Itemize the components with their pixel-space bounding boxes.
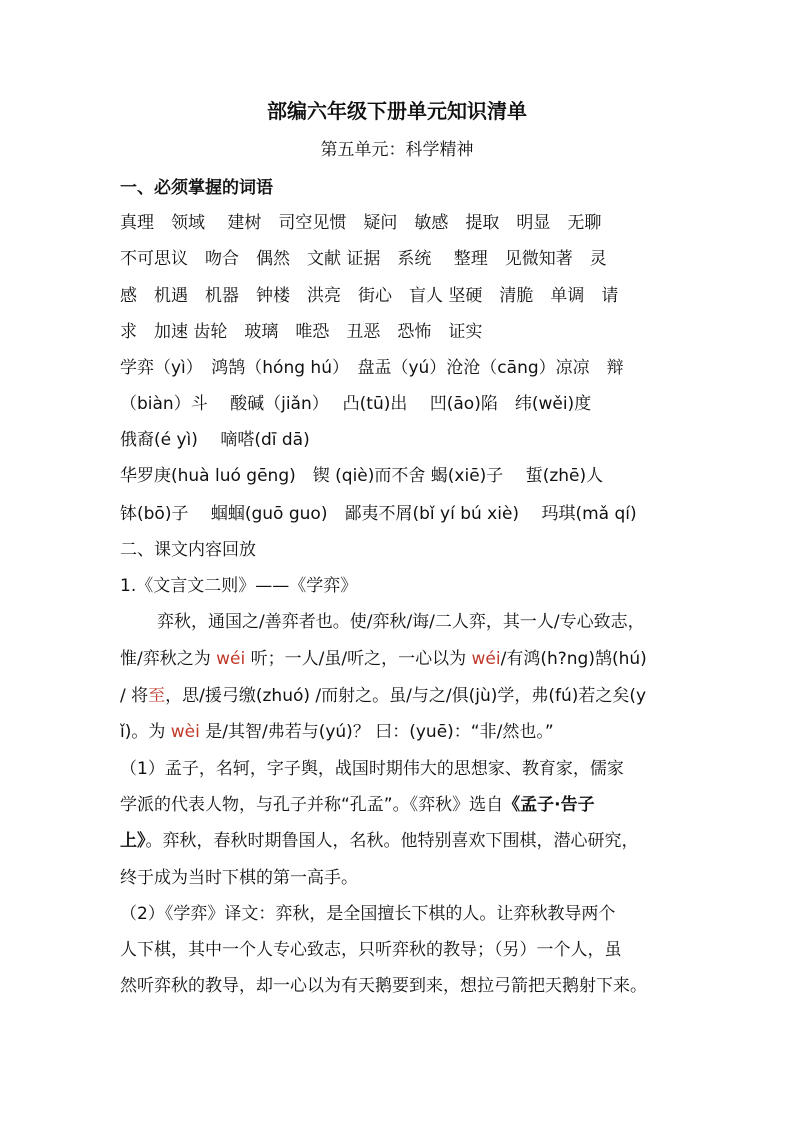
passage-text: 惟/弈秋之为 bbox=[120, 649, 217, 669]
pronunciation-highlight: 至 bbox=[148, 686, 166, 706]
pinyin-line: 俄裔(é yì) 嘀嗒(dī dā) bbox=[120, 430, 310, 450]
vocab-line: 求 加速 齿轮 玻璃 唯恐 丑恶 恐怖 证实 bbox=[120, 322, 483, 342]
pinyin-line: 华罗庚(huà luó gēng) 锲 (qiè)而不舍 蝎(xiē)子 蜇(zhē)人 bbox=[120, 466, 604, 486]
passage-text: / 将 bbox=[120, 686, 149, 706]
passage-text: /有鸿(h?ng)鹄(hú) bbox=[500, 649, 647, 669]
lesson-heading: 1.《文言文二则》——《学弈》 bbox=[120, 576, 358, 596]
note-text: 学派的代表人物，与孔子并称“孔孟”。《弈秋》选自 bbox=[120, 795, 504, 815]
note-line bbox=[120, 793, 595, 817]
vocab-line: 真理 领域 建树 司空见惯 疑问 敏感 提取 明显 无聊 bbox=[120, 213, 602, 233]
translation-line: 人下棋，其中一个人专心致志，只听弈秋的教导；（另）一个人，虽 bbox=[120, 940, 622, 960]
pronunciation-highlight: wéi bbox=[216, 649, 246, 669]
passage-text: ǐ)。为 bbox=[120, 722, 171, 742]
pronunciation-highlight: wéi bbox=[471, 649, 501, 669]
source-title: 《孟子·告子 bbox=[503, 795, 595, 815]
source-title: 上》 bbox=[120, 831, 146, 851]
passage-text: 是/其智/弗若与(yú)？ 曰：(yuē)：“非/然也。” bbox=[199, 722, 554, 742]
passage-line bbox=[120, 684, 646, 708]
note-line bbox=[120, 829, 639, 853]
passage-text: ，思/援弓缴(zhuó) /而射之。虽/与之/俱(jù)学，弗(fú)若之矣(y bbox=[165, 686, 647, 706]
translation-line: 然听弈秋的教导，却一心以为有天鹅要到来，想拉弓箭把天鹅射下来。 bbox=[120, 976, 647, 996]
page-subtitle: 第五单元：科学精神 bbox=[320, 140, 474, 160]
translation-line: （2）《学弈》译文：弈秋，是全国擅长下棋的人。让弈秋教导两个 bbox=[120, 904, 616, 924]
passage-line: 弈秋，通国之/善弈者也。使/弈秋/诲/二人弈，其一人/专心致志， bbox=[157, 612, 645, 632]
vocab-line: 不可思议 吻合 偶然 文献 证据 系统 整理 见微知著 灵 bbox=[120, 249, 607, 269]
pinyin-line: 学弈（yì） 鸿鹄（hóng hú） 盘盂（yú）沧沧（cāng）凉凉 辩 bbox=[120, 358, 624, 378]
vocab-line: 感 机遇 机器 钟楼 洪亮 街心 盲人 坚硬 清脆 单调 请 bbox=[120, 286, 619, 306]
note-line: （1）孟子，名轲，字子舆，战国时期伟大的思想家、教育家，儒家 bbox=[120, 759, 624, 779]
section-heading-vocabulary: 一、必须掌握的词语 bbox=[120, 178, 273, 198]
pinyin-line: 钵(bō)子 蝈蝈(guō guo) 鄙夷不屑(bǐ yí bú xiè) 玛琪(mǎ qí) bbox=[120, 504, 637, 524]
note-line: 终于成为当时下棋的第一高手。 bbox=[120, 868, 358, 888]
pinyin-line: （biàn）斗 酸碱（jiǎn） 凸(tū)出 凹(āo)陷 纬(wěi)度 bbox=[120, 394, 592, 414]
passage-text: 听；一人/虽/听之，一心以为 bbox=[245, 649, 472, 669]
pronunciation-highlight: wèi bbox=[170, 722, 200, 742]
page-title: 部编六年级下册单元知识清单 bbox=[267, 99, 527, 123]
section-heading-review: 二、课文内容回放 bbox=[120, 540, 256, 560]
note-text: 。弈秋，春秋时期鲁国人，名秋。他特别喜欢下围棋，潜心研究， bbox=[145, 831, 639, 851]
passage-line bbox=[120, 647, 647, 671]
passage-line bbox=[120, 720, 554, 744]
